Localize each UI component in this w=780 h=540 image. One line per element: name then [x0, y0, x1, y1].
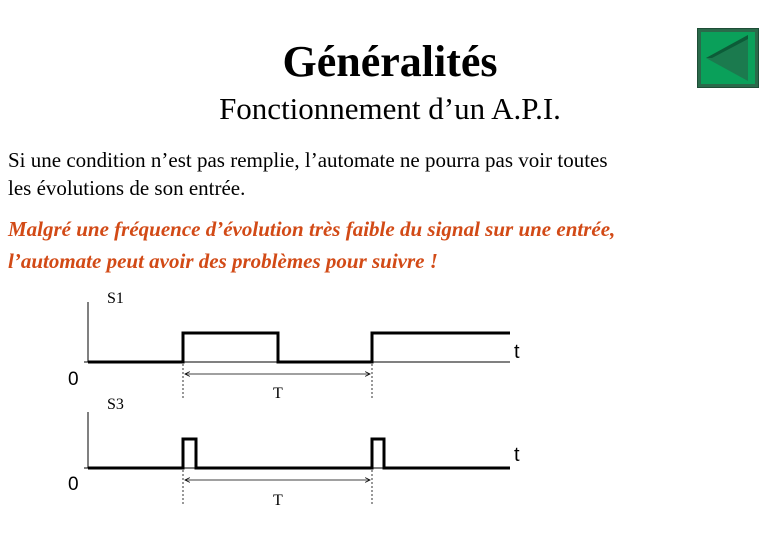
- signal-s1-waveform: [88, 333, 510, 362]
- signal-s1-label: S1: [107, 290, 124, 307]
- signal-s1-time-label: t: [514, 341, 520, 363]
- signal-s1-zero-label: 0: [68, 369, 79, 390]
- signal-s3-period-label: T: [273, 492, 283, 509]
- warning-line: Malgré une fréquence d’évolution très faible du signal sur une entrée,: [8, 217, 616, 241]
- page-subtitle: Fonctionnement d’un A.P.I.: [219, 91, 561, 126]
- signal-s3-time-label: t: [514, 444, 520, 466]
- signal-s1-period-label: T: [273, 385, 283, 402]
- signal-s3-axes: [84, 412, 510, 468]
- paragraph-line: les évolutions de son entrée.: [8, 176, 246, 200]
- signal-s3-zero-label: 0: [68, 474, 79, 495]
- paragraph-line: Si une condition n’est pas remplie, l’automate ne pourra pas voir toutes: [8, 148, 608, 172]
- signal-s3-waveform: [88, 439, 510, 468]
- warning-line: l’automate peut avoir des problèmes pour suivre !: [8, 249, 438, 273]
- signal-s3-label: S3: [107, 396, 124, 413]
- page-title: Généralités: [282, 37, 498, 86]
